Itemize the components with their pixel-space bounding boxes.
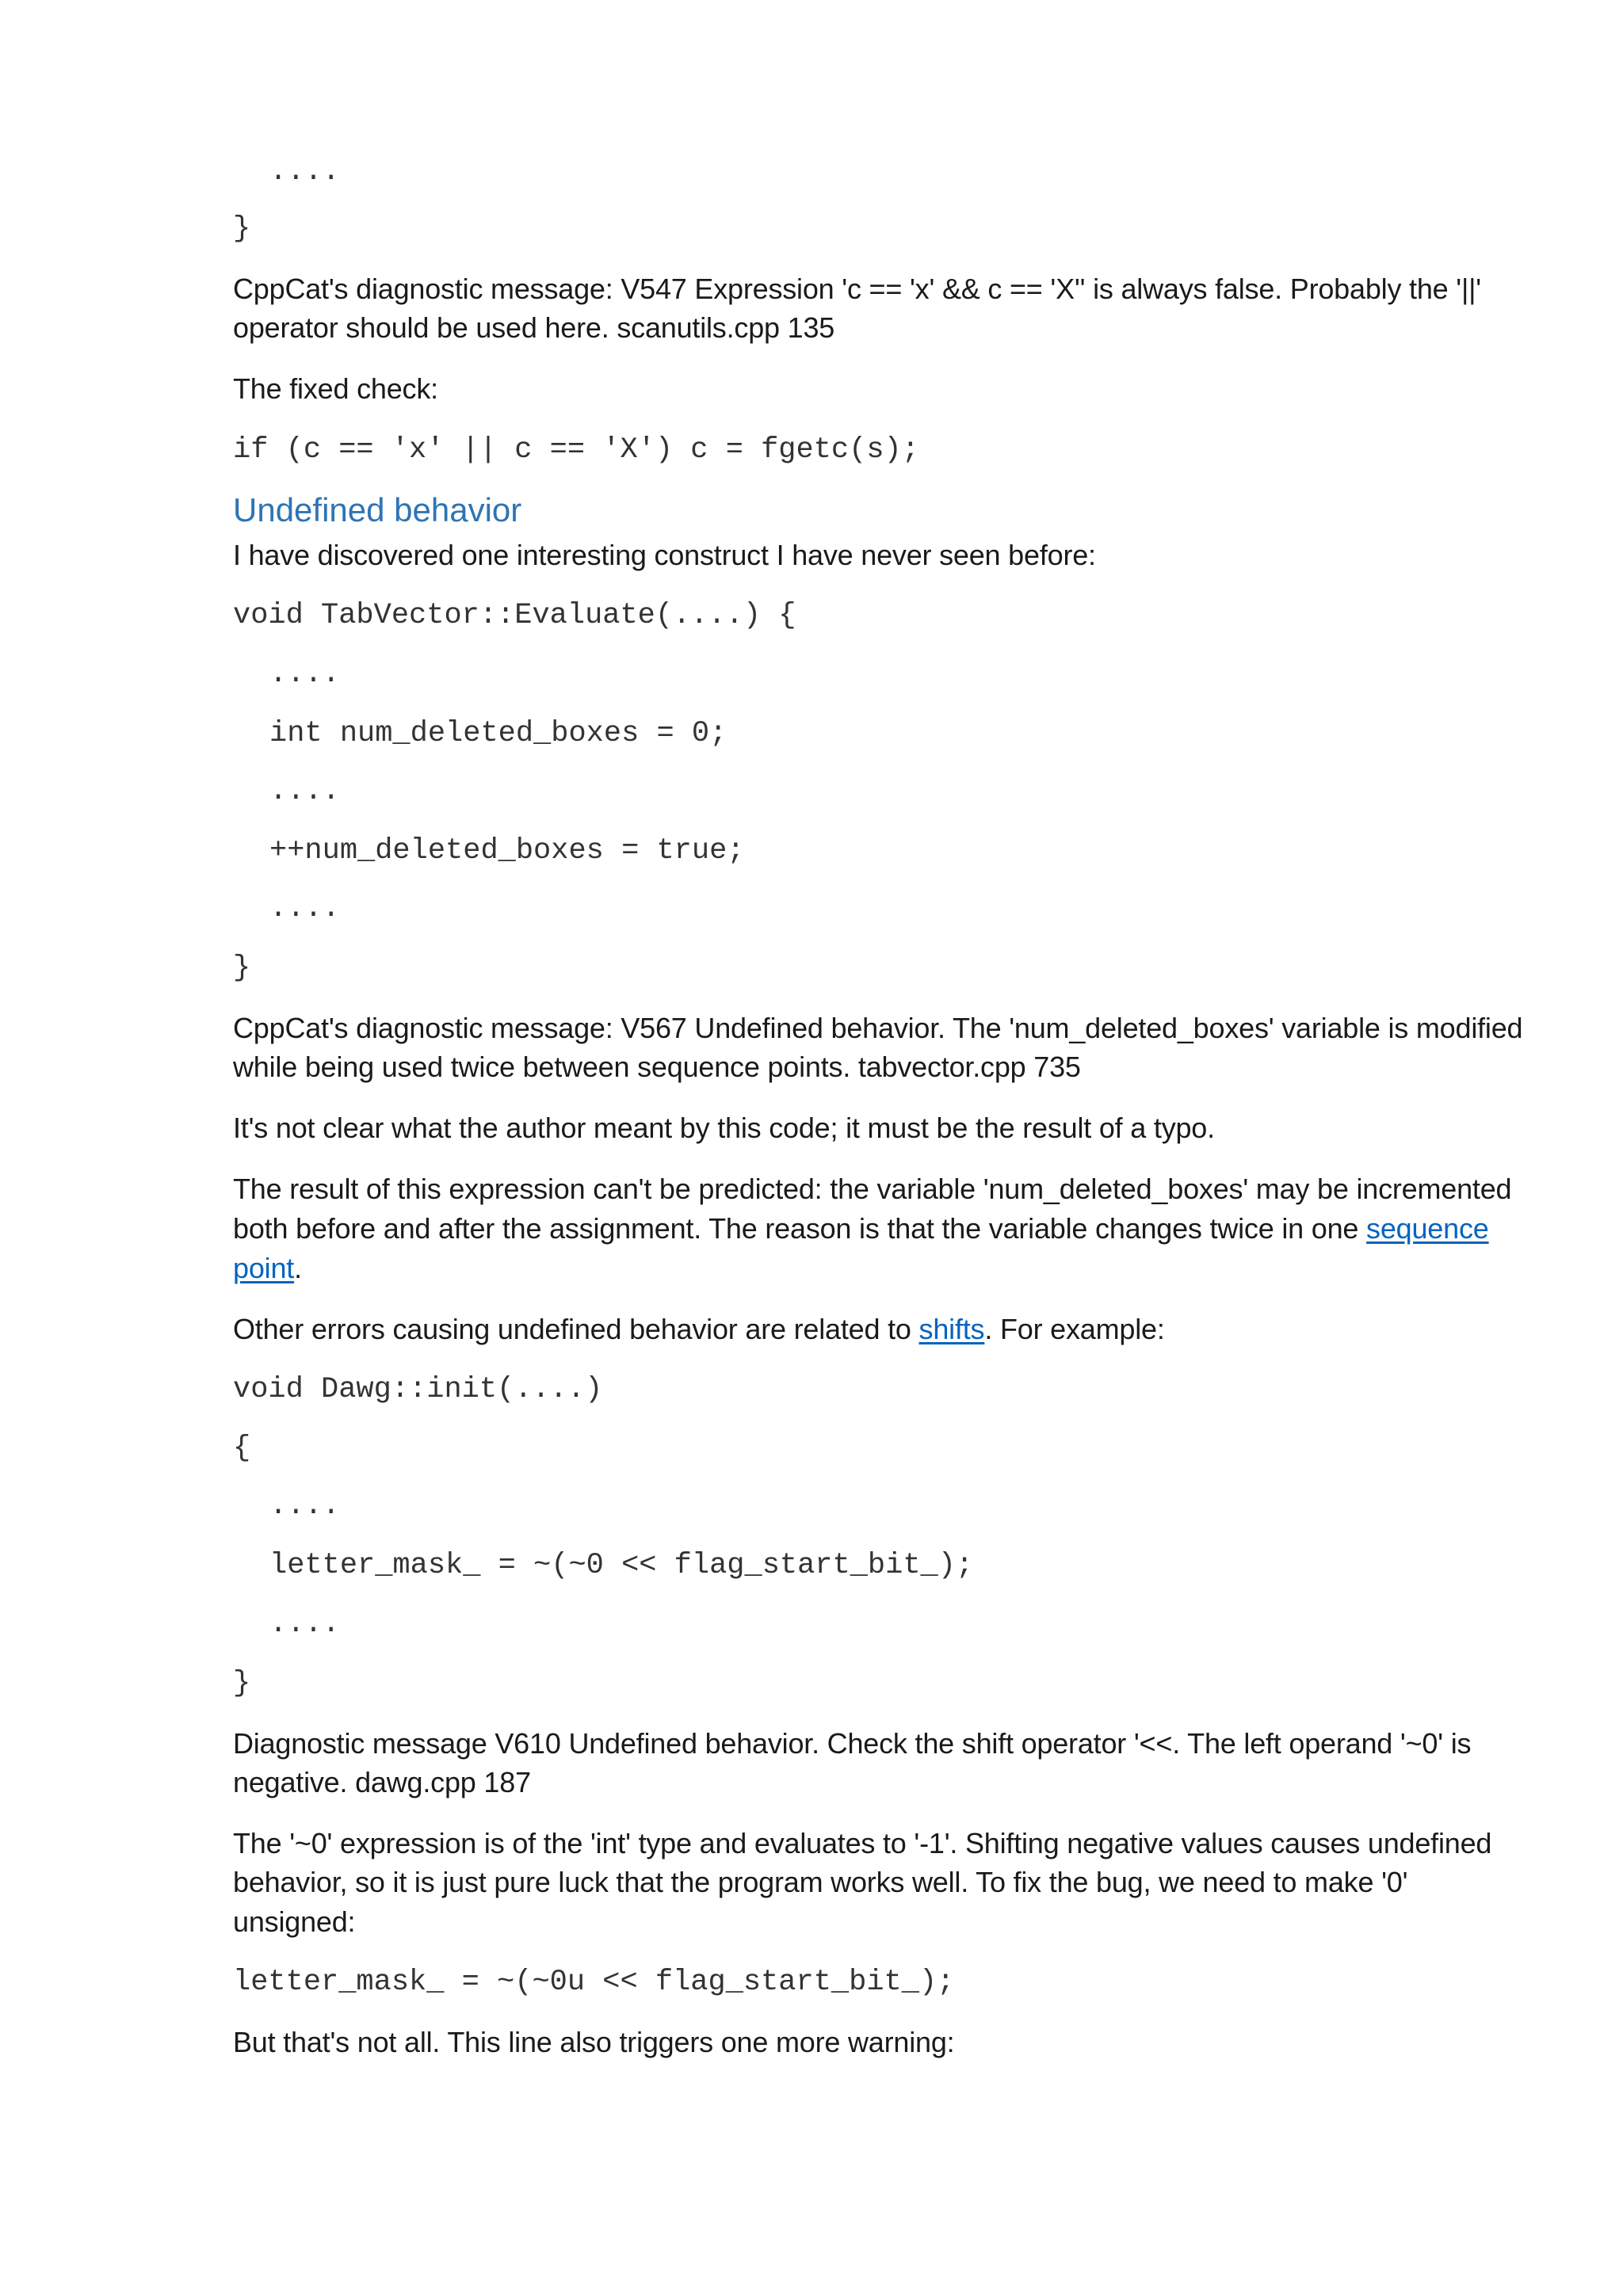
paragraph-text: . For example: (984, 1313, 1165, 1345)
paragraph-line: operator should be used here. scanutils.cpp 135 (233, 311, 835, 344)
paragraph-line: It's not clear what the author meant by this code; it must be the result of a typo. (233, 1112, 1215, 1144)
code-line: void TabVector::Evaluate(....) { (233, 599, 796, 632)
code-line: } (233, 212, 251, 246)
paragraph-line (233, 1252, 302, 1285)
shifts-link[interactable]: shifts (918, 1313, 985, 1345)
paragraph-line: Diagnostic message V610 Undefined behavior. Check the shift operator '<<. The left operand '~0' is (233, 1727, 1472, 1760)
section-heading: Undefined behavior (233, 491, 522, 528)
code-line: { (233, 1432, 251, 1465)
code-line: .... (269, 658, 340, 691)
code-line: .... (269, 892, 340, 925)
paragraph-line: The '~0' expression is of the 'int' type and evaluates to '-1'. Shifting negative values causes undefined (233, 1827, 1492, 1859)
paragraph-line: I have discovered one interesting construct I have never seen before: (233, 539, 1096, 571)
paragraph-line (233, 1313, 1165, 1346)
paragraph-text: . (294, 1252, 302, 1284)
code-line: void Dawg::init(....) (233, 1373, 603, 1406)
sequence-point-link[interactable]: point (233, 1252, 295, 1284)
sequence-point-link[interactable]: sequence (1366, 1212, 1489, 1245)
paragraph-line (233, 1212, 1489, 1245)
paragraph-line: But that's not all. This line also triggers one more warning: (233, 2026, 955, 2058)
paragraph-text: both before and after the assignment. The reason is that the variable changes twice in one (233, 1212, 1367, 1245)
code-line: .... (269, 1608, 340, 1641)
paragraph-line: negative. dawg.cpp 187 (233, 1766, 531, 1798)
code-line: .... (269, 1489, 340, 1523)
code-line: letter_mask_ = ~(~0u << flag_start_bit_); (233, 1966, 955, 1999)
paragraph-line: unsigned: (233, 1905, 356, 1938)
paragraph-line: The result of this expression can't be predicted: the variable 'num_deleted_boxes' may be incremented (233, 1173, 1512, 1205)
code-line: } (233, 952, 251, 985)
code-line: if (c == 'x' || c == 'X') c = fgetc(s); (233, 433, 919, 467)
code-line: int num_deleted_boxes = 0; (269, 717, 727, 750)
code-line: .... (269, 155, 340, 189)
code-line: ++num_deleted_boxes = true; (269, 834, 745, 868)
paragraph-line: CppCat's diagnostic message: V567 Undefined behavior. The 'num_deleted_boxes' variable is modified (233, 1012, 1523, 1044)
code-line: } (233, 1667, 251, 1700)
paragraph-text: Other errors causing undefined behavior are related to (233, 1313, 919, 1345)
code-line: letter_mask_ = ~(~0 << flag_start_bit_); (269, 1549, 974, 1582)
code-line: .... (269, 775, 340, 808)
paragraph-line: CppCat's diagnostic message: V547 Expression 'c == 'x' && c == 'X'' is always false. Probably the '||' (233, 273, 1481, 305)
paragraph-line: while being used twice between sequence points. tabvector.cpp 735 (233, 1051, 1081, 1083)
paragraph-line: The fixed check: (233, 372, 438, 405)
paragraph-line: behavior, so it is just pure luck that the program works well. To fix the bug, we need to make '0' (233, 1866, 1408, 1898)
